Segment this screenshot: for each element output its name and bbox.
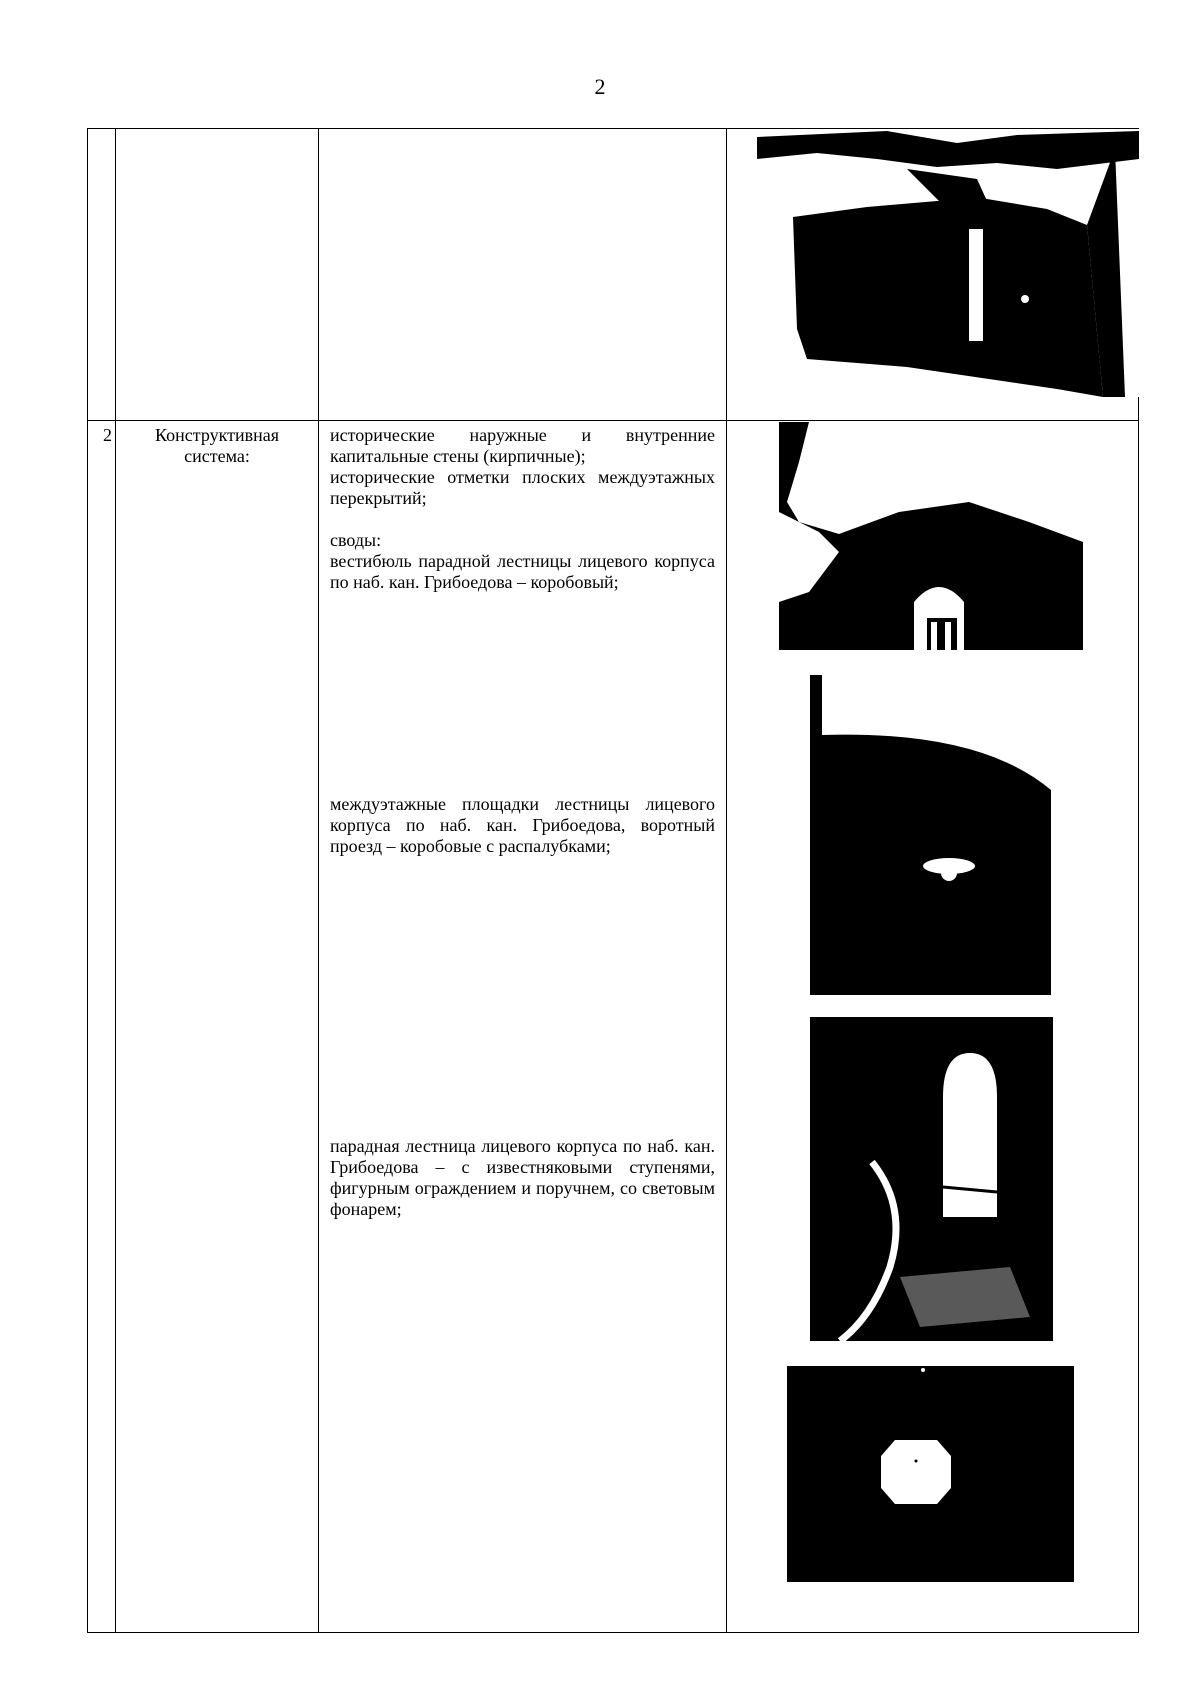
cell-photos — [727, 421, 1139, 1633]
photo-skylight — [787, 1366, 1074, 1582]
cell-photos — [727, 129, 1139, 421]
table-row-constructive-system — [88, 421, 1139, 1633]
photo-vestibule-vault — [779, 422, 1083, 650]
item-vestibule-vault: вестибюль парадной лестницы лицевого корпуса по наб. кан. Грибоедова – коробовый; — [330, 551, 715, 592]
cell-name — [116, 129, 319, 421]
page-number: 2 — [594, 74, 606, 99]
photo-interior-room — [757, 129, 1139, 397]
item-vaults-heading: своды: — [330, 530, 382, 550]
row-number: 2 — [88, 421, 116, 1633]
row-title: Конструктивная система: — [116, 421, 319, 1633]
text-block-walls — [330, 425, 715, 593]
item-floor-levels: исторические отметки плоских междуэтажных перекрытий; — [330, 467, 715, 508]
row-description — [319, 421, 727, 1633]
item-walls: исторические наружные и внутренние капитальные стены (кирпичные); — [330, 425, 715, 466]
protection-table — [87, 128, 1139, 1633]
item-landings-vaults: междуэтажные площадки лестницы лицевого корпуса по наб. кан. Грибоедова, воротный проезд – коробовые с распалубками; — [330, 794, 715, 856]
table-row-continued — [88, 129, 1139, 421]
cell-description — [319, 129, 727, 421]
item-main-staircase: парадная лестница лицевого корпуса по наб. кан. Грибоедова – с известняковыми ступенями, фигурным ограждением и поручнем, со световым фонарем; — [330, 1136, 715, 1219]
photo-main-staircase — [810, 1017, 1053, 1341]
text-block-landings — [330, 794, 715, 857]
cell-number — [88, 129, 116, 421]
photo-landing-vault — [810, 675, 1051, 995]
text-block-staircase — [330, 1136, 715, 1220]
